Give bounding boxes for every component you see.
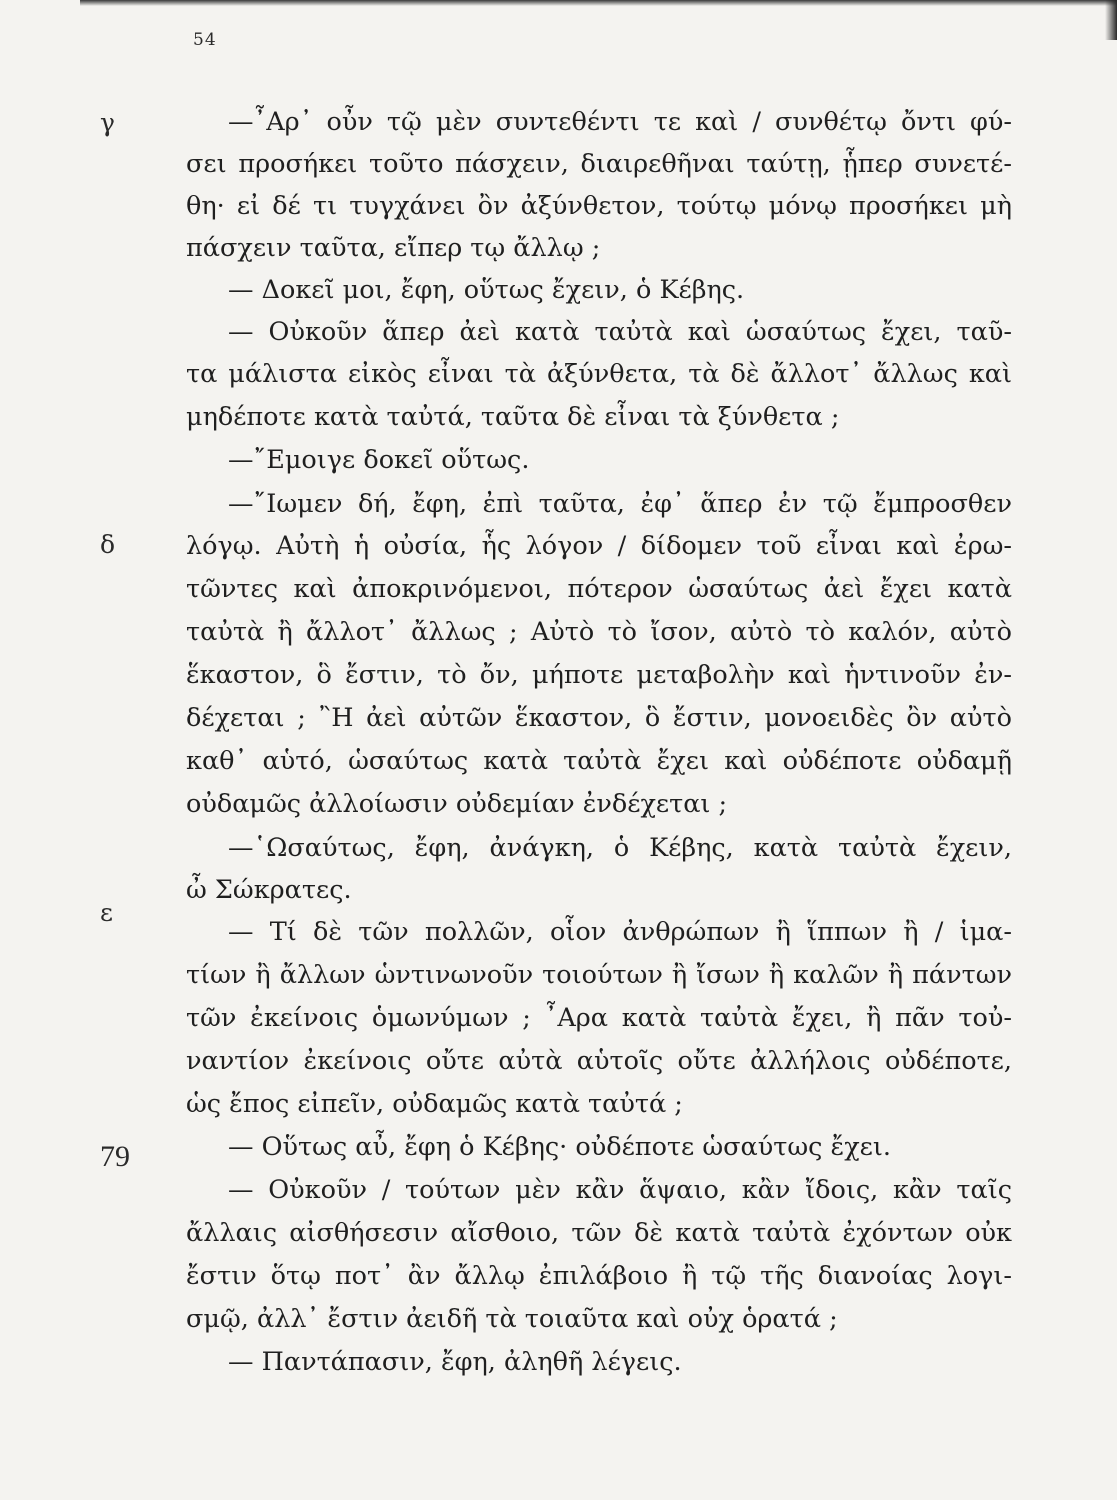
- text-line: — Παντάπασιν, ἔφη, ἀληθῆ λέγεις.: [228, 1347, 682, 1377]
- text-line: ὦ Σώκρατες.: [186, 875, 352, 905]
- text-line: ὡς ἔπος εἰπεῖν, οὐδαμῶς κατὰ ταὐτά ;: [186, 1089, 683, 1119]
- text-line: — Τί δὲ τῶν πολλῶν, οἷον ἀνθρώπων ἢ ἵππων ἢ / ἱμα-: [228, 917, 1012, 947]
- text-line: δέχεται ; ῍Η ἀεὶ αὐτῶν ἕκαστον, ὃ ἔστιν, μονοειδὲς ὂν αὐτὸ: [186, 703, 1012, 733]
- margin-marker-epsilon: ε: [100, 898, 113, 927]
- page-number: 54: [193, 30, 217, 50]
- text-line: λόγῳ. Αὐτὴ ἡ οὐσία, ἧς λόγον / δίδομεν τοῦ εἶναι καὶ ἐρω-: [186, 531, 1012, 561]
- margin-marker-gamma: γ: [100, 108, 115, 137]
- text-line: ἔστιν ὅτῳ ποτ᾽ ἂν ἄλλῳ ἐπιλάβοιο ἢ τῷ τῆς διανοίας λογι-: [186, 1261, 1012, 1291]
- text-line: —῾Ωσαύτως, ἔφη, ἀνάγκη, ὁ Κέβης, κατὰ ταὐτὰ ἔχειν,: [228, 833, 1012, 863]
- text-line: σμῷ, ἀλλ᾽ ἔστιν ἀειδῆ τὰ τοιαῦτα καὶ οὐχ ὁρατά ;: [186, 1304, 838, 1334]
- text-line: μηδέποτε κατὰ ταὐτά, ταῦτα δὲ εἶναι τὰ ξύνθετα ;: [186, 402, 840, 432]
- text-line: θη· εἰ δέ τι τυγχάνει ὂν ἀξύνθετον, τούτῳ μόνῳ προσήκει μὴ: [186, 191, 1012, 221]
- text-line: — Οὐκοῦν ἅπερ ἀεὶ κατὰ ταὐτὰ καὶ ὡσαύτως ἔχει, ταῦ-: [228, 317, 1012, 347]
- text-line: —῎Ιωμεν δή, ἔφη, ἐπὶ ταῦτα, ἐφ᾽ ἅπερ ἐν τῷ ἔμπροσθεν: [228, 489, 1012, 519]
- text-line: καθ᾽ αὑτό, ὡσαύτως κατὰ ταὐτὰ ἔχει καὶ οὐδέποτε οὐδαμῇ: [186, 746, 1012, 776]
- text-line: πάσχειν ταῦτα, εἴπερ τῳ ἄλλῳ ;: [186, 233, 601, 263]
- text-line: σει προσήκει τοῦτο πάσχειν, διαιρεθῆναι ταύτῃ, ᾗπερ συνετέ-: [186, 149, 1012, 179]
- margin-marker-79: 79: [100, 1140, 130, 1173]
- text-line: τῶν ἐκείνοις ὁμωνύμων ; ῏Αρα κατὰ ταὐτὰ ἔχει, ἢ πᾶν τοὐ-: [186, 1003, 1012, 1033]
- margin-marker-delta: δ: [100, 530, 116, 559]
- text-line: τα μάλιστα εἰκὸς εἶναι τὰ ἀξύνθετα, τὰ δὲ ἄλλοτ᾽ ἄλλως καὶ: [186, 359, 1012, 389]
- text-line: τίων ἢ ἄλλων ὡντινωνοῦν τοιούτων ἢ ἴσων ἢ καλῶν ἢ πάντων: [186, 960, 1012, 990]
- text-line: ἄλλαις αἰσθήσεσιν αἴσθοιο, τῶν δὲ κατὰ ταὐτὰ ἐχόντων οὐκ: [186, 1218, 1012, 1248]
- text-line: ταὐτὰ ἢ ἄλλοτ᾽ ἄλλως ; Αὐτὸ τὸ ἴσον, αὐτὸ τὸ καλόν, αὐτὸ: [186, 617, 1012, 647]
- text-line: ἕκαστον, ὃ ἔστιν, τὸ ὄν, μήποτε μεταβολὴν καὶ ἡντινοῦν ἐν-: [186, 660, 1012, 690]
- text-line: — Οὐκοῦν / τούτων μὲν κἂν ἅψαιο, κἂν ἴδοις, κἂν ταῖς: [228, 1175, 1012, 1205]
- text-line: —῏Αρ᾽ οὖν τῷ μὲν συντεθέντι τε καὶ / συνθέτῳ ὄντι φύ-: [228, 107, 1012, 137]
- text-line: — Δοκεῖ μοι, ἔφη, οὕτως ἔχειν, ὁ Κέβης.: [228, 275, 745, 305]
- text-line: τῶντες καὶ ἀποκρινόμενοι, πότερον ὡσαύτως ἀεὶ ἔχει κατὰ: [186, 574, 1012, 604]
- text-line: —῎Εμοιγε δοκεῖ οὕτως.: [228, 445, 530, 475]
- text-line: — Οὕτως αὖ, ἔφη ὁ Κέβης· οὐδέποτε ὡσαύτως ἔχει.: [228, 1132, 891, 1162]
- text-line: ναντίον ἐκείνοις οὔτε αὐτὰ αὑτοῖς οὔτε ἀλλήλοις οὐδέποτε,: [186, 1046, 1012, 1076]
- text-line: οὐδαμῶς ἀλλοίωσιν οὐδεμίαν ἐνδέχεται ;: [186, 789, 728, 819]
